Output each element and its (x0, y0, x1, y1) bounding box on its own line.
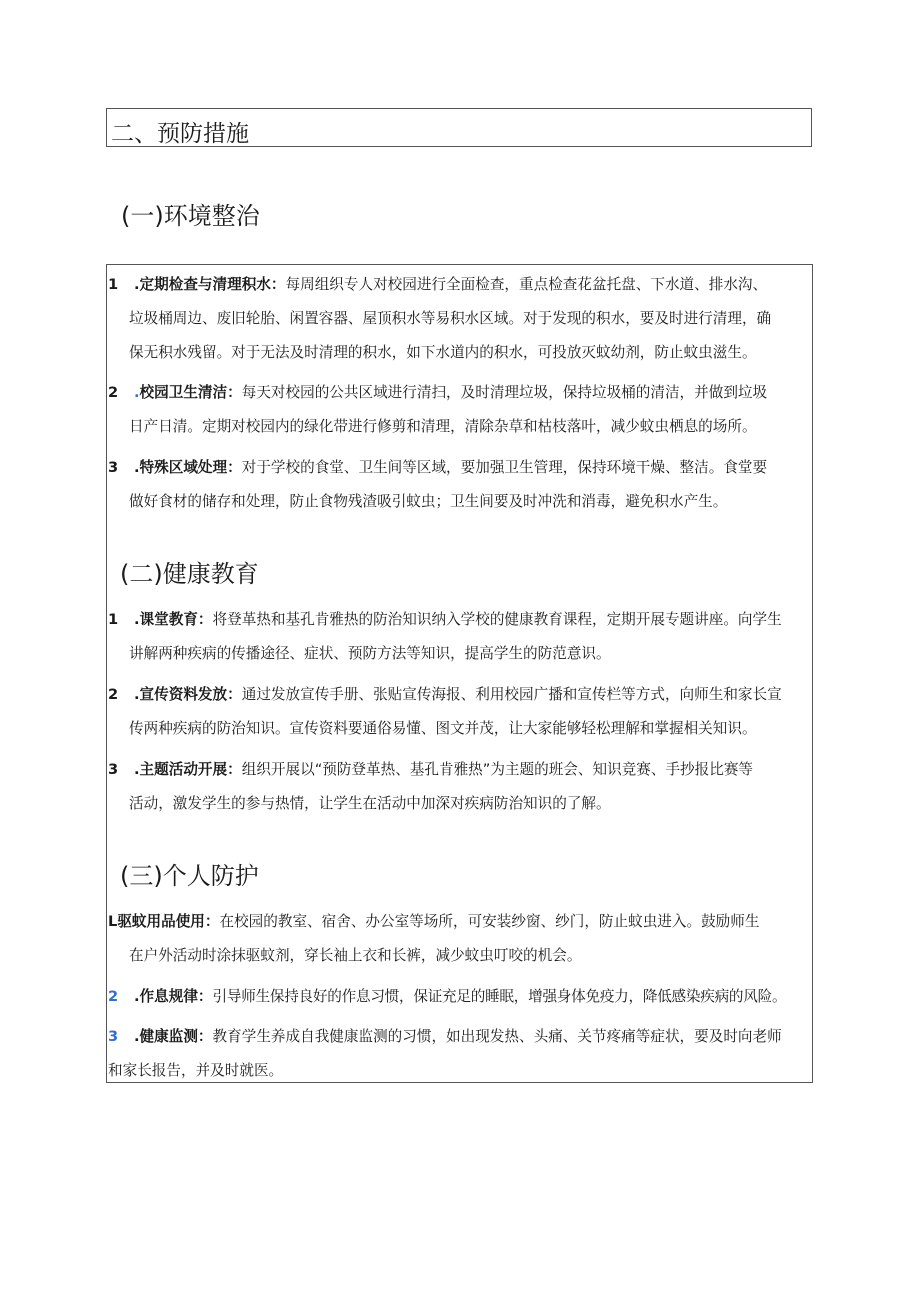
list-item: 1 .定期检查与清理积水：每周组织专人对校园进行全面检查，重点检查花盆托盘、下水道、排水沟、 垃圾桶周边、废旧轮胎、闲置容器、屋顶积水等易积水区域。对于发现的积水，要及时进行清理，确 保无积水残留。对于无法及时清理的积水，如下水道内的积水，可投放灭蚊幼剂，防止蚊虫滋生。 (108, 268, 812, 370)
item-number: 3 (108, 459, 119, 476)
item-number: L (108, 913, 118, 930)
item-text: 组织开展以“预防登革热、基孔肯雅热”为主题的班会、知识竞赛、手抄报比赛等 (241, 761, 754, 778)
item-number: 3 (108, 761, 119, 778)
item-number: 2 (108, 988, 119, 1005)
item-text: 每天对校园的公共区域进行清扫，及时清理垃圾，保持垃圾桶的清洁，并做到垃圾 (241, 384, 768, 401)
item-text: 教育学生养成自我健康监测的习惯，如出现发热、头痛、关节疼痛等症状，要及时向老师 (212, 1028, 782, 1045)
item-lead: 驱蚊用品使用： (117, 913, 220, 930)
item-number: 2 (108, 384, 119, 401)
heading-box (106, 108, 812, 147)
item-lead: 特殊区域处理： (139, 459, 242, 476)
item-text: 讲解两种疾病的传播途径、症状、预防方法等知识，提高学生的防范意识。 (129, 645, 611, 662)
list-item: 3 .主题活动开展：组织开展以“预防登革热、基孔肯雅热”为主题的班会、知识竞赛、手抄报比赛等 活动，激发学生的参与热情，让学生在活动中加深对疾病防治知识的了解。 (108, 753, 812, 821)
item-lead: 作息规律： (139, 988, 213, 1005)
list-item: 3 .健康监测：教育学生养成自我健康监测的习惯，如出现发热、头痛、关节疼痛等症状，要及时向老师 和家长报告，并及时就医。 (108, 1020, 812, 1088)
item-text: 传两种疾病的防治知识。宣传资料要通俗易懂、图文并茂，让大家能够轻松理解和掌握相关知识。 (129, 720, 757, 737)
item-number: 2 (108, 686, 119, 703)
item-text: 每周组织专人对校园进行全面检查，重点检查花盆托盘、下水道、排水沟、 (285, 276, 768, 293)
item-lead: 宣传资料发放： (139, 686, 242, 703)
list-item: 2 .校园卫生清洁：每天对校园的公共区域进行清扫，及时清理垃圾，保持垃圾桶的清洁，并做到垃圾 日产日清。定期对校园内的绿化带进行修剪和清理，清除杂草和枯枝落叶，减少蚊虫栖息的场所。 (108, 376, 812, 444)
item-text: 日产日清。定期对校园内的绿化带进行修剪和清理，清除杂草和枯枝落叶，减少蚊虫栖息的场所。 (129, 418, 757, 435)
item-lead: 主题活动开展： (139, 761, 242, 778)
item-text: 在户外活动时涂抹驱蚊剂，穿长袖上衣和长裤，减少蚊虫叮咬的机会。 (129, 947, 582, 964)
item-text: 对于学校的食堂、卫生间等区域，要加强卫生管理，保持环境干燥、整洁。食堂要 (241, 459, 768, 476)
item-lead: 课堂教育： (139, 611, 213, 628)
page-title: 二、预防措施 (111, 121, 249, 147)
item-lead: 健康监测： (139, 1028, 213, 1045)
item-text: 和家长报告，并及时就医。 (108, 1062, 284, 1079)
list-item (108, 905, 812, 973)
item-lead: 校园卫生清洁： (139, 384, 242, 401)
section-title-education: (二)健康教育 (120, 560, 259, 588)
item-number: 1 (108, 611, 119, 628)
item-number: 3 (108, 1028, 119, 1045)
item-number: 1 (108, 276, 119, 293)
item-text: 引导师生保持良好的作息习惯，保证充足的睡眠，增强身体免疫力，降低感染疾病的风险。 (212, 988, 787, 1005)
list-item: 3 .特殊区域处理：对于学校的食堂、卫生间等区域，要加强卫生管理，保持环境干燥、整洁。食堂要 做好食材的储存和处理，防止食物残渣吸引蚊虫；卫生间要及时冲洗和消毒，避免积水产生。 (108, 451, 812, 519)
item-text: 活动，激发学生的参与热情，让学生在活动中加深对疾病防治知识的了解。 (129, 795, 611, 812)
section-title-protection: (三)个人防护 (120, 862, 259, 890)
item-text: 在校园的教室、宿舍、办公室等场所，可安装纱窗、纱门，防止蚊虫进入。鼓励师生 (219, 913, 760, 930)
list-item: 2 .宣传资料发放：通过发放宣传手册、张贴宣传海报、利用校园广播和宣传栏等方式，向师生和家长宣 传两种疾病的防治知识。宣传资料要通俗易懂、图文并茂，让大家能够轻松理解和掌握相关知识。 (108, 678, 812, 746)
item-text: 做好食材的储存和处理，防止食物残渣吸引蚊虫；卫生间要及时冲洗和消毒，避免积水产生。 (129, 493, 728, 510)
section-title-environment: (一)环境整治 (121, 202, 260, 230)
item-text: 保无积水残留。对于无法及时清理的积水，如下水道内的积水，可投放灭蚊幼剂，防止蚊虫滋生。 (129, 344, 757, 361)
list-item: 2 .作息规律：引导师生保持良好的作息习惯，保证充足的睡眠，增强身体免疫力，降低感染疾病的风险。 (108, 980, 812, 1014)
item-text: 将登革热和基孔肯雅热的防治知识纳入学校的健康教育课程，定期开展专题讲座。向学生 (212, 611, 782, 628)
item-text: 垃圾桶周边、废旧轮胎、闲置容器、屋顶积水等易积水区域。对于发现的积水，要及时进行清理，确 (129, 310, 772, 327)
list-item: 1 .课堂教育：将登革热和基孔肯雅热的防治知识纳入学校的健康教育课程，定期开展专题讲座。向学生 讲解两种疾病的传播途径、症状、预防方法等知识，提高学生的防范意识。 (108, 603, 812, 671)
item-lead: 定期检查与清理积水： (139, 276, 286, 293)
item-text: 通过发放宣传手册、张贴宣传海报、利用校园广播和宣传栏等方式，向师生和家长宣 (241, 686, 782, 703)
